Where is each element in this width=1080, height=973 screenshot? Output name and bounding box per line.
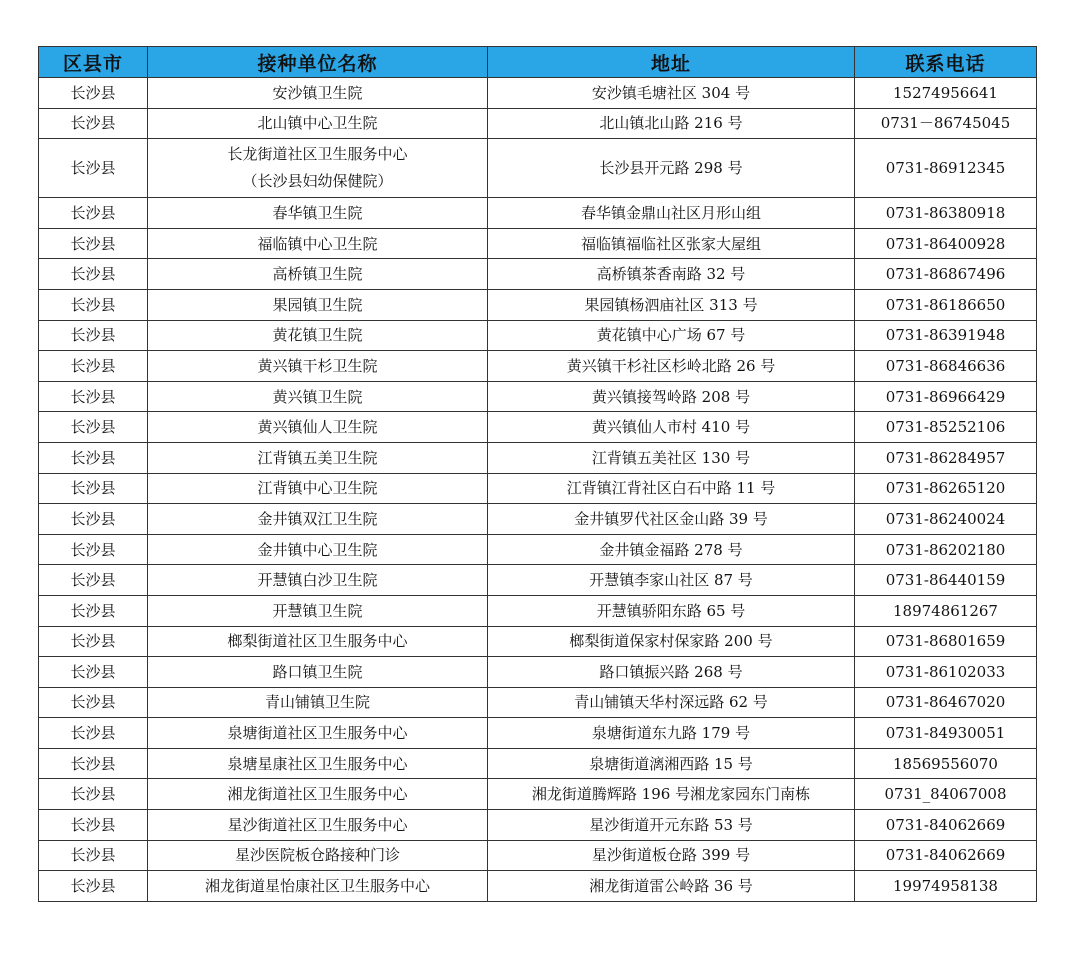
table-row bbox=[39, 108, 1037, 139]
table-row bbox=[39, 840, 1037, 871]
address-cell: 江背镇五美社区 130 号 bbox=[488, 442, 855, 473]
unit-name-line: 江背镇五美卫生院 bbox=[257, 448, 378, 467]
address-cell: 黄兴镇接驾岭路 208 号 bbox=[488, 381, 855, 412]
unit-name-line: 江背镇中心卫生院 bbox=[257, 479, 378, 498]
phone-cell: 0731-84062669 bbox=[855, 810, 1037, 841]
unit-name-line: 星沙街道社区卫生服务中心 bbox=[227, 815, 408, 834]
district-cell: 长沙县 bbox=[39, 779, 148, 810]
unit-name-cell bbox=[148, 259, 488, 290]
address-cell: 黄兴镇仙人市村 410 号 bbox=[488, 412, 855, 443]
unit-name-line: 开慧镇白沙卫生院 bbox=[257, 571, 378, 590]
address-cell: 长沙县开元路 298 号 bbox=[488, 139, 855, 198]
table-row bbox=[39, 779, 1037, 810]
district-cell: 长沙县 bbox=[39, 289, 148, 320]
table-row bbox=[39, 871, 1037, 902]
phone-cell: 0731-86801659 bbox=[855, 626, 1037, 657]
unit-name-cell bbox=[148, 198, 488, 229]
unit-name-cell bbox=[148, 289, 488, 320]
unit-name-cell bbox=[148, 565, 488, 596]
district-cell: 长沙县 bbox=[39, 108, 148, 139]
district-cell: 长沙县 bbox=[39, 139, 148, 198]
address-cell: 星沙街道板仓路 399 号 bbox=[488, 840, 855, 871]
district-cell: 长沙县 bbox=[39, 412, 148, 443]
address-cell: 榔梨街道保家村保家路 200 号 bbox=[488, 626, 855, 657]
header-district: 区县市 bbox=[39, 47, 148, 78]
district-cell: 长沙县 bbox=[39, 473, 148, 504]
district-cell: 长沙县 bbox=[39, 442, 148, 473]
address-cell: 开慧镇骄阳东路 65 号 bbox=[488, 595, 855, 626]
table-row bbox=[39, 198, 1037, 229]
district-cell: 长沙县 bbox=[39, 840, 148, 871]
phone-cell: 0731-86186650 bbox=[855, 289, 1037, 320]
unit-name-line: 安沙镇卫生院 bbox=[272, 83, 363, 102]
address-cell: 果园镇杨泗庙社区 313 号 bbox=[488, 289, 855, 320]
district-cell: 长沙县 bbox=[39, 78, 148, 109]
phone-cell: 0731-86102033 bbox=[855, 657, 1037, 688]
table-body bbox=[39, 78, 1037, 902]
district-cell: 长沙县 bbox=[39, 595, 148, 626]
address-cell: 星沙街道开元东路 53 号 bbox=[488, 810, 855, 841]
table-row bbox=[39, 289, 1037, 320]
table-row bbox=[39, 259, 1037, 290]
district-cell: 长沙县 bbox=[39, 871, 148, 902]
unit-name-cell bbox=[148, 595, 488, 626]
unit-name-cell bbox=[148, 228, 488, 259]
unit-name-line: 星沙医院板仓路接种门诊 bbox=[234, 846, 400, 865]
table-row bbox=[39, 351, 1037, 382]
unit-name-cell bbox=[148, 473, 488, 504]
unit-name-line: 湘龙街道星怡康社区卫生服务中心 bbox=[204, 877, 430, 896]
unit-name-line: 福临镇中心卫生院 bbox=[257, 234, 378, 253]
phone-cell: 0731-84062669 bbox=[855, 840, 1037, 871]
unit-name-cell bbox=[148, 412, 488, 443]
address-cell: 泉塘街道东九路 179 号 bbox=[488, 718, 855, 749]
unit-name-line: 黄花镇卫生院 bbox=[272, 326, 363, 345]
unit-name-line: 金井镇双江卫生院 bbox=[257, 509, 378, 528]
unit-name-line: 长龙街道社区卫生服务中心 bbox=[227, 145, 408, 164]
unit-name-line: 湘龙街道社区卫生服务中心 bbox=[227, 785, 408, 804]
phone-cell: 0731-86202180 bbox=[855, 534, 1037, 565]
phone-cell: 0731_84067008 bbox=[855, 779, 1037, 810]
unit-name-cell bbox=[148, 657, 488, 688]
unit-name-line: 泉塘街道社区卫生服务中心 bbox=[227, 724, 408, 743]
phone-cell: 0731-86867496 bbox=[855, 259, 1037, 290]
district-cell: 长沙县 bbox=[39, 718, 148, 749]
header-phone: 联系电话 bbox=[855, 47, 1037, 78]
table-row bbox=[39, 626, 1037, 657]
phone-cell: 18974861267 bbox=[855, 595, 1037, 626]
unit-name-line: 春华镇卫生院 bbox=[272, 203, 363, 222]
table-row bbox=[39, 534, 1037, 565]
unit-name-line: 黄兴镇仙人卫生院 bbox=[257, 418, 378, 437]
table-row bbox=[39, 381, 1037, 412]
table-row bbox=[39, 657, 1037, 688]
table-row bbox=[39, 442, 1037, 473]
unit-name-line: （长沙县妇幼保健院） bbox=[242, 172, 393, 191]
phone-cell: 0731-86966429 bbox=[855, 381, 1037, 412]
unit-name-cell bbox=[148, 381, 488, 412]
unit-name-cell bbox=[148, 748, 488, 779]
phone-cell: 19974958138 bbox=[855, 871, 1037, 902]
unit-name-cell bbox=[148, 504, 488, 535]
unit-name-line: 果园镇卫生院 bbox=[272, 295, 363, 314]
unit-name-cell bbox=[148, 534, 488, 565]
address-cell: 高桥镇茶香南路 32 号 bbox=[488, 259, 855, 290]
table-row bbox=[39, 228, 1037, 259]
address-cell: 青山铺镇天华村深远路 62 号 bbox=[488, 687, 855, 718]
district-cell: 长沙县 bbox=[39, 504, 148, 535]
unit-name-line: 黄兴镇卫生院 bbox=[272, 387, 363, 406]
phone-cell: 18569556070 bbox=[855, 748, 1037, 779]
district-cell: 长沙县 bbox=[39, 351, 148, 382]
unit-name-line: 高桥镇卫生院 bbox=[272, 265, 363, 284]
unit-name-cell bbox=[148, 871, 488, 902]
district-cell: 长沙县 bbox=[39, 534, 148, 565]
district-cell: 长沙县 bbox=[39, 657, 148, 688]
unit-name-cell bbox=[148, 687, 488, 718]
address-cell: 黄兴镇干杉社区杉岭北路 26 号 bbox=[488, 351, 855, 382]
unit-name-cell bbox=[148, 718, 488, 749]
district-cell: 长沙县 bbox=[39, 320, 148, 351]
address-cell: 泉塘街道漓湘西路 15 号 bbox=[488, 748, 855, 779]
district-cell: 长沙县 bbox=[39, 381, 148, 412]
unit-name-line: 开慧镇卫生院 bbox=[272, 601, 363, 620]
table-header-row bbox=[39, 47, 1037, 78]
vaccination-sites-table bbox=[38, 46, 1037, 902]
phone-cell: 0731-86284957 bbox=[855, 442, 1037, 473]
phone-cell: 0731-86912345 bbox=[855, 139, 1037, 198]
phone-cell: 0731-86440159 bbox=[855, 565, 1037, 596]
district-cell: 长沙县 bbox=[39, 198, 148, 229]
phone-cell: 15274956641 bbox=[855, 78, 1037, 109]
unit-name-line: 金井镇中心卫生院 bbox=[257, 540, 378, 559]
phone-cell: 0731-85252106 bbox=[855, 412, 1037, 443]
phone-cell: 0731－86745045 bbox=[855, 108, 1037, 139]
table-row bbox=[39, 718, 1037, 749]
unit-name-cell bbox=[148, 78, 488, 109]
unit-name-cell bbox=[148, 108, 488, 139]
district-cell: 长沙县 bbox=[39, 687, 148, 718]
unit-name-cell bbox=[148, 320, 488, 351]
address-cell: 湘龙街道雷公岭路 36 号 bbox=[488, 871, 855, 902]
address-cell: 北山镇北山路 216 号 bbox=[488, 108, 855, 139]
header-unit-name: 接种单位名称 bbox=[148, 47, 488, 78]
address-cell: 湘龙街道腾辉路 196 号湘龙家园东门南栋 bbox=[488, 779, 855, 810]
unit-name-cell bbox=[148, 626, 488, 657]
table-row bbox=[39, 504, 1037, 535]
phone-cell: 0731-86846636 bbox=[855, 351, 1037, 382]
phone-cell: 0731-86467020 bbox=[855, 687, 1037, 718]
address-cell: 金井镇罗代社区金山路 39 号 bbox=[488, 504, 855, 535]
unit-name-line: 青山铺镇卫生院 bbox=[264, 693, 370, 712]
address-cell: 金井镇金福路 278 号 bbox=[488, 534, 855, 565]
unit-name-line: 泉塘星康社区卫生服务中心 bbox=[227, 754, 408, 773]
phone-cell: 0731-86265120 bbox=[855, 473, 1037, 504]
table-row bbox=[39, 320, 1037, 351]
address-cell: 福临镇福临社区张家大屋组 bbox=[488, 228, 855, 259]
unit-name-cell bbox=[148, 779, 488, 810]
district-cell: 长沙县 bbox=[39, 810, 148, 841]
table-row bbox=[39, 565, 1037, 596]
table-row bbox=[39, 810, 1037, 841]
table-row bbox=[39, 748, 1037, 779]
address-cell: 路口镇振兴路 268 号 bbox=[488, 657, 855, 688]
unit-name-line: 北山镇中心卫生院 bbox=[257, 114, 378, 133]
district-cell: 长沙县 bbox=[39, 748, 148, 779]
table-row bbox=[39, 595, 1037, 626]
address-cell: 春华镇金鼎山社区月形山组 bbox=[488, 198, 855, 229]
district-cell: 长沙县 bbox=[39, 626, 148, 657]
table-row bbox=[39, 139, 1037, 198]
phone-cell: 0731-86380918 bbox=[855, 198, 1037, 229]
table-row bbox=[39, 412, 1037, 443]
table-row bbox=[39, 473, 1037, 504]
phone-cell: 0731-86400928 bbox=[855, 228, 1037, 259]
unit-name-cell bbox=[148, 139, 488, 198]
unit-name-cell bbox=[148, 810, 488, 841]
unit-name-cell bbox=[148, 351, 488, 382]
vaccination-sites-table-container bbox=[38, 46, 1036, 902]
phone-cell: 0731-84930051 bbox=[855, 718, 1037, 749]
phone-cell: 0731-86391948 bbox=[855, 320, 1037, 351]
unit-name-line: 黄兴镇干杉卫生院 bbox=[257, 356, 378, 375]
unit-name-cell bbox=[148, 840, 488, 871]
unit-name-line: 榔梨街道社区卫生服务中心 bbox=[227, 632, 408, 651]
district-cell: 长沙县 bbox=[39, 228, 148, 259]
unit-name-line: 路口镇卫生院 bbox=[272, 662, 363, 681]
table-row bbox=[39, 687, 1037, 718]
district-cell: 长沙县 bbox=[39, 565, 148, 596]
address-cell: 安沙镇毛塘社区 304 号 bbox=[488, 78, 855, 109]
header-address: 地址 bbox=[488, 47, 855, 78]
address-cell: 开慧镇李家山社区 87 号 bbox=[488, 565, 855, 596]
district-cell: 长沙县 bbox=[39, 259, 148, 290]
table-row bbox=[39, 78, 1037, 109]
unit-name-cell bbox=[148, 442, 488, 473]
address-cell: 江背镇江背社区白石中路 11 号 bbox=[488, 473, 855, 504]
phone-cell: 0731-86240024 bbox=[855, 504, 1037, 535]
address-cell: 黄花镇中心广场 67 号 bbox=[488, 320, 855, 351]
